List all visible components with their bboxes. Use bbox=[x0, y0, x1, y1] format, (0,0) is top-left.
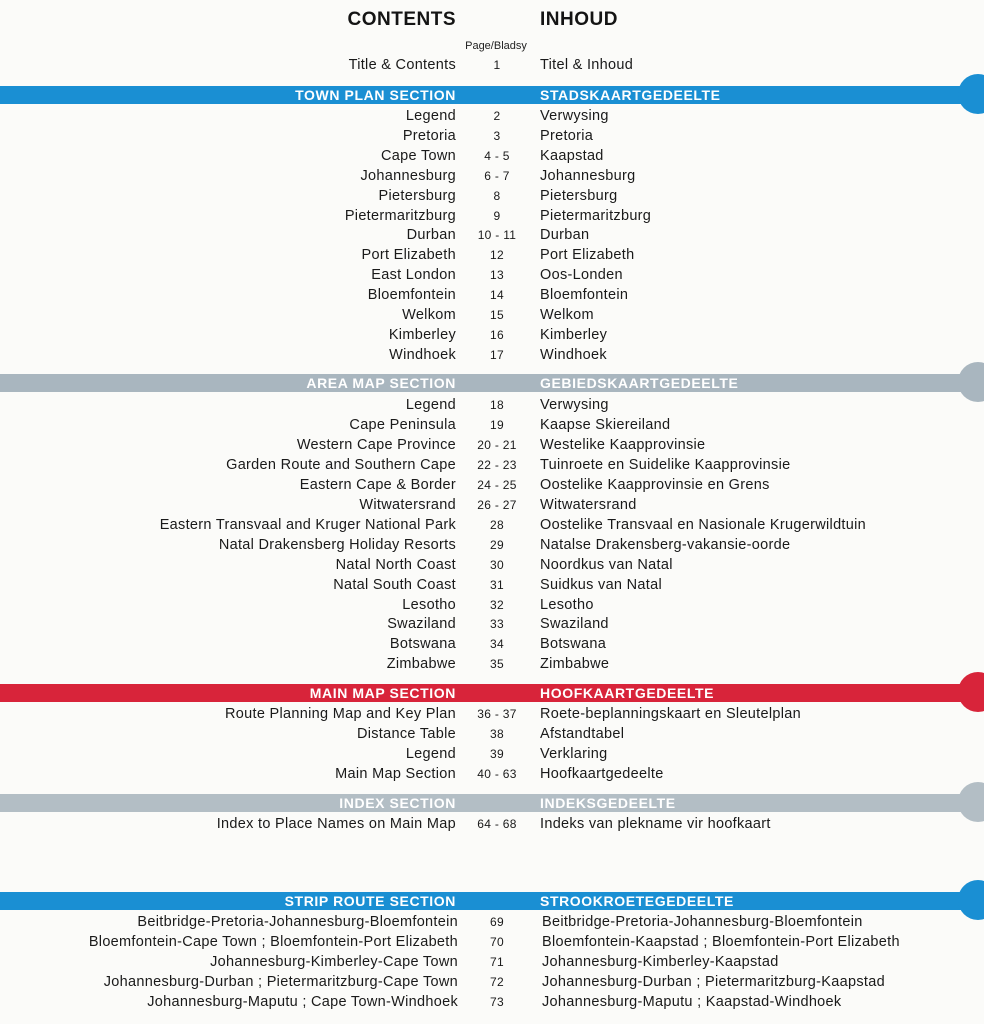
section-title-afrikaans: GEBIEDSKAARTGEDEELTE bbox=[540, 375, 739, 391]
entry-page-number: 22 - 23 bbox=[477, 457, 517, 472]
entry-title-english: Legend bbox=[405, 108, 456, 124]
contents-entry[interactable] bbox=[0, 455, 984, 475]
entry-page-number: 12 bbox=[490, 248, 504, 263]
contents-entry[interactable] bbox=[0, 435, 984, 455]
entry-page-number: 9 bbox=[493, 208, 501, 223]
contents-entry[interactable] bbox=[0, 654, 984, 674]
entry-title-afrikaans: Afstandtabel bbox=[540, 725, 625, 742]
contents-entry[interactable] bbox=[0, 495, 984, 515]
entry-title-english: Pietermaritzburg bbox=[344, 207, 456, 224]
entry-title-english: Index to Place Names on Main Map bbox=[216, 816, 456, 832]
section-band bbox=[0, 794, 984, 812]
contents-entry[interactable] bbox=[0, 614, 984, 634]
entry-page-number: 40 - 63 bbox=[477, 766, 517, 781]
entry-title-afrikaans: Botswana bbox=[540, 636, 607, 653]
entry-page-number: 69 bbox=[490, 915, 504, 929]
entry-page-number: 26 - 27 bbox=[477, 497, 517, 512]
contents-entry[interactable] bbox=[0, 932, 984, 952]
entry-title-english: Cape Peninsula bbox=[349, 416, 456, 433]
contents-entry[interactable] bbox=[0, 764, 984, 784]
entry-title-afrikaans: Verklaring bbox=[540, 745, 608, 762]
entry-title-afrikaans: Witwatersrand bbox=[540, 496, 637, 513]
entry-page-number: 35 bbox=[490, 657, 504, 672]
contents-entry[interactable] bbox=[0, 912, 984, 932]
entry-page-number: 72 bbox=[490, 975, 504, 989]
section-title-afrikaans: HOOFKAARTGEDEELTE bbox=[540, 685, 715, 701]
entry-title-english: Eastern Transvaal and Kruger National Park bbox=[159, 516, 456, 533]
entry-title-english: Title & Contents bbox=[348, 57, 456, 73]
contents-entry[interactable] bbox=[0, 305, 984, 325]
entry-title-afrikaans: Noordkus van Natal bbox=[540, 556, 673, 573]
entry-title-english: Route Planning Map and Key Plan bbox=[225, 706, 456, 722]
entry-title-afrikaans: Suidkus van Natal bbox=[540, 576, 662, 593]
entry-page-number: 10 - 11 bbox=[477, 228, 517, 243]
contents-entry[interactable] bbox=[0, 972, 984, 992]
entry-page-number: 70 bbox=[490, 935, 504, 949]
entry-title-afrikaans: Oostelike Transvaal en Nasionale Krugerwildtuin bbox=[540, 516, 867, 533]
entry-title-english: Beitbridge-Pretoria-Johannesburg-Bloemfontein bbox=[137, 914, 458, 930]
entry-title-afrikaans: Verwysing bbox=[540, 108, 609, 124]
entry-page-number: 3 bbox=[493, 128, 501, 143]
contents-entry[interactable] bbox=[0, 415, 984, 435]
entry-title-afrikaans: Pietersburg bbox=[540, 187, 618, 204]
entry-title-afrikaans: Johannesburg bbox=[540, 167, 636, 184]
section-title-afrikaans: INDEKSGEDEELTE bbox=[540, 795, 676, 811]
entry-title-afrikaans: Pretoria bbox=[540, 127, 594, 144]
entry-page-number: 15 bbox=[490, 308, 504, 322]
section-title-afrikaans: STADSKAARTGEDEELTE bbox=[540, 87, 721, 103]
entry-title-english: Distance Table bbox=[356, 725, 456, 742]
contents-heading-afrikaans: INHOUD bbox=[540, 9, 618, 30]
entry-title-afrikaans: Zimbabwe bbox=[540, 656, 610, 673]
entry-title-afrikaans: Oos-Londen bbox=[540, 267, 623, 284]
entry-title-english: Legend bbox=[405, 745, 456, 762]
contents-entry[interactable] bbox=[0, 166, 984, 186]
entry-page-number: 33 bbox=[490, 617, 504, 632]
contents-entry[interactable] bbox=[0, 724, 984, 744]
entry-title-afrikaans: Pietermaritzburg bbox=[540, 207, 652, 224]
entry-page-number: 19 bbox=[490, 417, 504, 432]
entry-title-afrikaans: Kaapstad bbox=[540, 147, 604, 164]
entry-title-english: Lesotho bbox=[402, 596, 456, 613]
entry-page-number: 20 - 21 bbox=[477, 437, 517, 452]
entry-page-number: 13 bbox=[490, 268, 504, 283]
entry-title-english: Natal North Coast bbox=[335, 556, 456, 573]
entry-title-afrikaans: Lesotho bbox=[540, 596, 594, 613]
entry-page-number: 32 bbox=[490, 597, 504, 612]
entry-page-number: 71 bbox=[490, 955, 504, 969]
entry-title-afrikaans: Johannesburg-Durban ; Pietermaritzburg-Kaapstad bbox=[542, 974, 885, 990]
entry-title-english: Cape Town bbox=[381, 147, 456, 164]
contents-entry[interactable] bbox=[0, 395, 984, 415]
entry-title-english: Garden Route and Southern Cape bbox=[226, 456, 456, 473]
section-title-english: STRIP ROUTE SECTION bbox=[284, 893, 456, 909]
entry-page-number: 24 - 25 bbox=[477, 477, 517, 492]
section-title-english: AREA MAP SECTION bbox=[306, 375, 456, 391]
entry-page-number: 1 bbox=[493, 58, 501, 72]
entry-title-afrikaans: Windhoek bbox=[540, 346, 607, 363]
entry-title-afrikaans: Roete-beplanningskaart en Sleutelplan bbox=[540, 706, 801, 722]
section-title-english: INDEX SECTION bbox=[339, 795, 456, 811]
entry-title-afrikaans: Westelike Kaapprovinsie bbox=[540, 436, 706, 453]
entry-title-afrikaans: Indeks van plekname vir hoofkaart bbox=[540, 816, 771, 832]
contents-entry[interactable] bbox=[0, 265, 984, 285]
section-band bbox=[0, 684, 984, 702]
contents-entry[interactable] bbox=[0, 595, 984, 615]
entry-title-afrikaans: Welkom bbox=[540, 307, 594, 323]
entry-title-afrikaans: Beitbridge-Pretoria-Johannesburg-Bloemfontein bbox=[542, 914, 863, 930]
entry-page-number: 8 bbox=[493, 188, 501, 203]
section-band bbox=[0, 374, 984, 392]
entry-title-english: Johannesburg bbox=[360, 167, 456, 184]
entry-title-english: East London bbox=[371, 267, 456, 284]
contents-entry[interactable] bbox=[0, 106, 984, 126]
entry-page-number: 18 bbox=[490, 398, 504, 412]
entry-title-afrikaans: Johannesburg-Kimberley-Kaapstad bbox=[542, 954, 779, 970]
entry-page-number: 30 bbox=[490, 557, 504, 572]
contents-entry[interactable] bbox=[0, 206, 984, 226]
entry-title-english: Swaziland bbox=[387, 616, 456, 633]
entry-page-number: 29 bbox=[490, 537, 504, 552]
entry-title-english: Pietersburg bbox=[378, 187, 456, 204]
entry-title-english: Botswana bbox=[389, 636, 456, 653]
entry-title-english: Durban bbox=[406, 227, 456, 244]
entry-title-english: Witwatersrand bbox=[359, 496, 456, 513]
section-title-english: MAIN MAP SECTION bbox=[309, 685, 456, 701]
entry-title-afrikaans: Oostelike Kaapprovinsie en Grens bbox=[540, 476, 770, 493]
contents-entry[interactable] bbox=[0, 704, 984, 724]
entry-title-english: Natal Drakensberg Holiday Resorts bbox=[218, 536, 456, 553]
contents-entry[interactable] bbox=[0, 535, 984, 555]
contents-entry[interactable] bbox=[0, 475, 984, 495]
title-row[interactable] bbox=[0, 55, 984, 75]
entry-title-afrikaans: Swaziland bbox=[540, 616, 609, 633]
section-title-afrikaans: STROOKROETEGEDEELTE bbox=[540, 893, 734, 909]
entry-title-english: Welkom bbox=[402, 307, 456, 323]
entry-page-number: 36 - 37 bbox=[477, 707, 517, 721]
entry-title-english: Bloemfontein bbox=[367, 287, 456, 304]
contents-entry[interactable] bbox=[0, 225, 984, 245]
entry-page-number: 73 bbox=[490, 995, 504, 1009]
section-band bbox=[0, 86, 984, 104]
entry-title-english: Windhoek bbox=[389, 346, 456, 363]
entry-title-english: Zimbabwe bbox=[386, 656, 456, 673]
contents-entry[interactable] bbox=[0, 245, 984, 265]
entry-title-afrikaans: Kaapse Skiereiland bbox=[540, 416, 671, 433]
contents-entry[interactable] bbox=[0, 814, 984, 834]
entry-title-afrikaans: Durban bbox=[540, 227, 590, 244]
entry-title-afrikaans: Bloemfontein-Kaapstad ; Bloemfontein-Port Elizabeth bbox=[542, 934, 900, 950]
entry-page-number: 6 - 7 bbox=[484, 168, 510, 183]
entry-title-english: Johannesburg-Maputu ; Cape Town-Windhoek bbox=[147, 994, 458, 1010]
entry-title-afrikaans: Natalse Drakensberg-vakansie-oorde bbox=[540, 536, 791, 553]
contents-entry[interactable] bbox=[0, 146, 984, 166]
contents-entry[interactable] bbox=[0, 126, 984, 146]
contents-entry[interactable] bbox=[0, 186, 984, 206]
entry-title-afrikaans: Johannesburg-Maputu ; Kaapstad-Windhoek bbox=[542, 994, 842, 1010]
entry-page-number: 14 bbox=[490, 288, 504, 303]
entry-title-english: Johannesburg-Durban ; Pietermaritzburg-Cape Town bbox=[103, 974, 458, 990]
entry-title-afrikaans: Titel & Inhoud bbox=[540, 57, 634, 73]
entry-page-number: 38 bbox=[490, 726, 504, 741]
entry-page-number: 34 bbox=[490, 637, 504, 652]
entry-page-number: 39 bbox=[490, 746, 504, 761]
contents-entry[interactable] bbox=[0, 992, 984, 1012]
entry-title-afrikaans: Verwysing bbox=[540, 397, 609, 413]
page-column-heading: Page/Bladsy bbox=[465, 40, 527, 52]
entry-title-english: Main Map Section bbox=[335, 765, 456, 782]
entry-page-number: 31 bbox=[490, 577, 504, 592]
contents-entry[interactable] bbox=[0, 515, 984, 535]
entry-page-number: 28 bbox=[490, 517, 504, 532]
entry-title-english: Legend bbox=[405, 397, 456, 413]
contents-entry[interactable] bbox=[0, 285, 984, 305]
entry-title-english: Kimberley bbox=[388, 326, 456, 343]
entry-title-afrikaans: Port Elizabeth bbox=[540, 247, 635, 264]
entry-title-english: Bloemfontein-Cape Town ; Bloemfontein-Port Elizabeth bbox=[88, 934, 458, 950]
entry-title-english: Pretoria bbox=[402, 127, 456, 144]
entry-page-number: 64 - 68 bbox=[477, 817, 517, 831]
entry-title-english: Natal South Coast bbox=[333, 576, 456, 593]
entry-page-number: 2 bbox=[493, 109, 501, 123]
contents-entry[interactable] bbox=[0, 555, 984, 575]
contents-entry[interactable] bbox=[0, 744, 984, 764]
section-band bbox=[0, 892, 984, 910]
contents-entry[interactable] bbox=[0, 952, 984, 972]
contents-entry[interactable] bbox=[0, 325, 984, 345]
entry-page-number: 4 - 5 bbox=[484, 148, 510, 163]
entry-title-english: Johannesburg-Kimberley-Cape Town bbox=[210, 954, 458, 970]
contents-entry[interactable] bbox=[0, 634, 984, 654]
contents-heading-english: CONTENTS bbox=[347, 9, 456, 30]
entry-title-afrikaans: Tuinroete en Suidelike Kaapprovinsie bbox=[540, 456, 791, 473]
entry-title-english: Western Cape Province bbox=[296, 436, 456, 453]
entry-page-number: 17 bbox=[490, 347, 504, 362]
section-title-english: TOWN PLAN SECTION bbox=[295, 87, 456, 103]
contents-entry[interactable] bbox=[0, 345, 984, 365]
entry-title-english: Port Elizabeth bbox=[361, 247, 456, 264]
contents-entry[interactable] bbox=[0, 575, 984, 595]
entry-title-afrikaans: Hoofkaartgedeelte bbox=[540, 765, 664, 782]
entry-title-afrikaans: Bloemfontein bbox=[540, 287, 629, 304]
entry-title-afrikaans: Kimberley bbox=[540, 326, 608, 343]
entry-title-english: Eastern Cape & Border bbox=[299, 476, 456, 493]
entry-page-number: 16 bbox=[490, 327, 504, 342]
